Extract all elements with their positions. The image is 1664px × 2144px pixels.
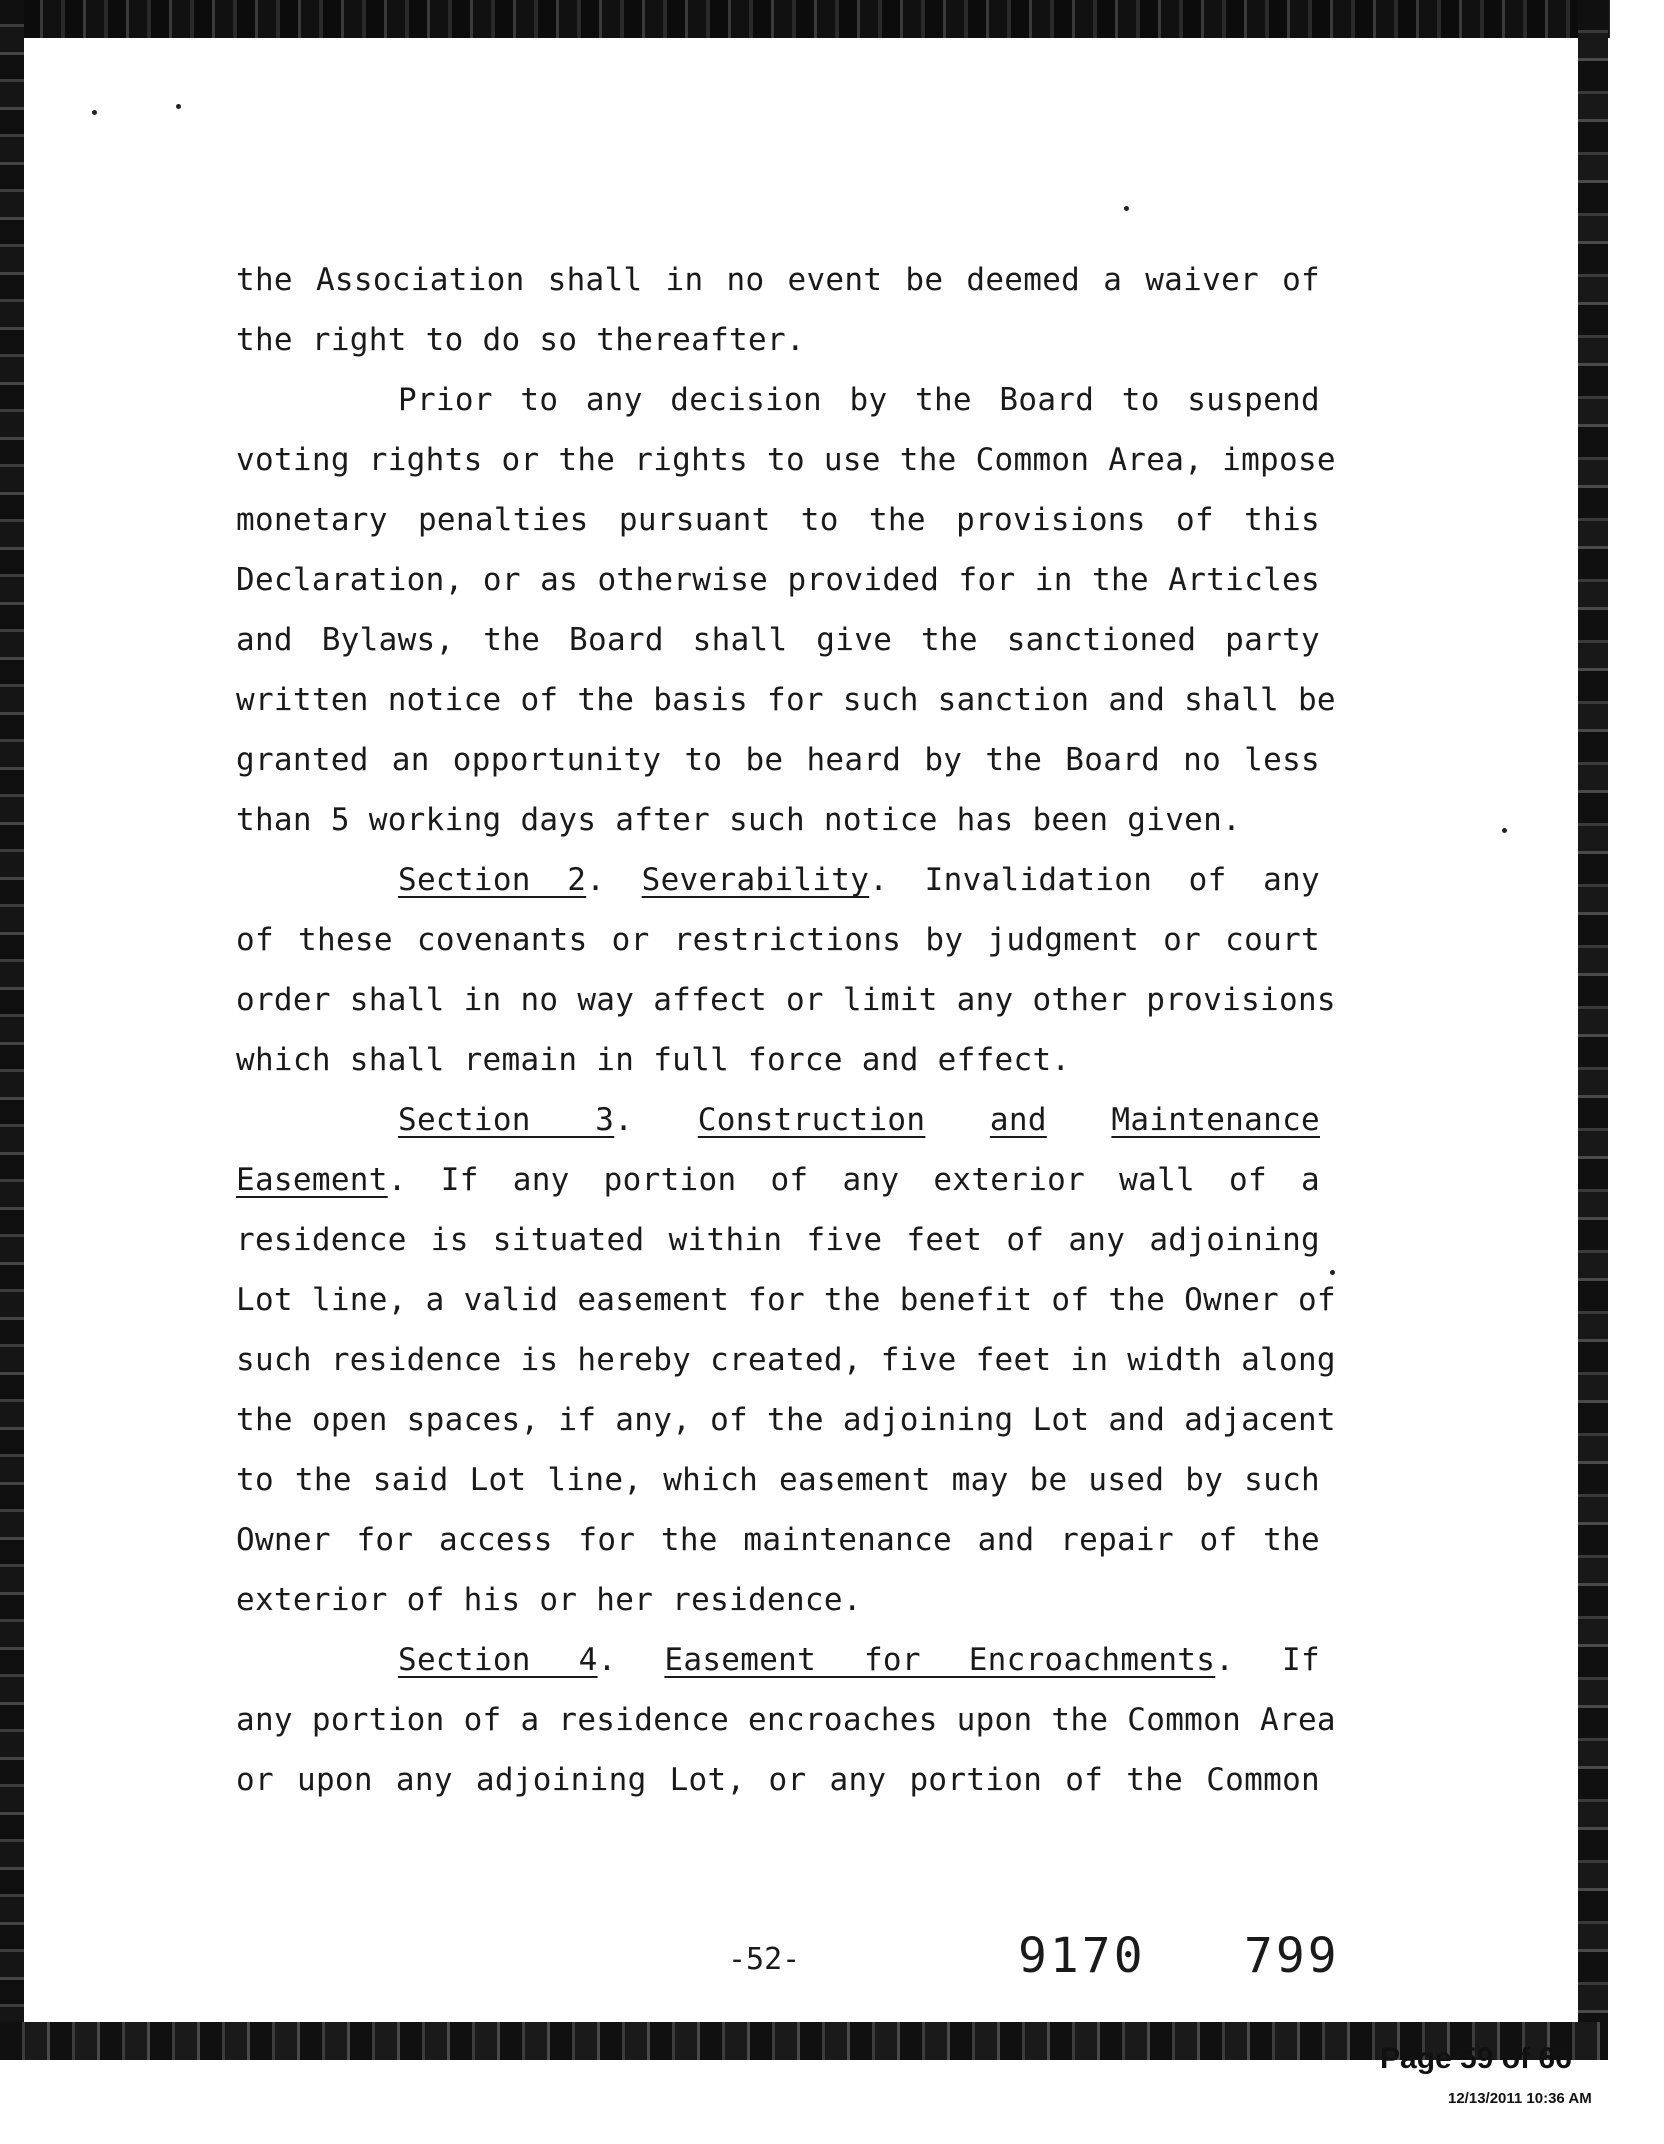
book-number-stamp: 9170 [1018, 1928, 1146, 1984]
body-line: Declaration, or as otherwise provided for in the Articles [236, 562, 1320, 598]
scan-speck [1502, 828, 1507, 833]
footer-timestamp: 12/13/2011 10:36 AM [1448, 2090, 1592, 2107]
body-line: monetary penalties pursuant to the provisions of this [236, 502, 1320, 538]
footer-page-label: Page 59 of 66 [1380, 2042, 1572, 2075]
scan-border-bottom [0, 2022, 1608, 2060]
section-3-title-word: Maintenance [1111, 1102, 1320, 1138]
body-line: which shall remain in full force and effect. [236, 1042, 1071, 1078]
body-line: Owner for access for the maintenance and repair of the [236, 1522, 1320, 1558]
body-line: granted an opportunity to be heard by the Board no less [236, 742, 1320, 778]
section-3-title-word: Construction [697, 1102, 926, 1138]
body-line: of these covenants or restrictions by judgment or court [236, 922, 1320, 958]
scan-border-right [1578, 0, 1608, 2058]
body-line: exterior of his or her residence. [236, 1582, 862, 1618]
body-line: residence is situated within five feet of any adjoining [236, 1222, 1320, 1258]
scan-border-top [0, 0, 1610, 38]
section-2-title: Severability [641, 862, 870, 898]
scan-speck [1330, 1270, 1335, 1275]
scan-speck [176, 104, 181, 109]
body-line: the right to do so thereafter. [236, 322, 805, 358]
body-line: or upon any adjoining Lot, or any portion of the Common [236, 1762, 1320, 1798]
paragraph-first-line: Prior to any decision by the Board to suspend [398, 382, 1320, 418]
section-3-lead: If any portion of any exterior wall of a [440, 1162, 1321, 1198]
section-3-heading-line: Section 3. Construction and Maintenance [398, 1102, 1320, 1138]
body-line: than 5 working days after such notice has been given. [236, 802, 1242, 838]
body-line: any portion of a residence encroaches upon the Common Area [236, 1702, 1336, 1738]
page-number: -52- [728, 1942, 801, 1977]
scan-speck [92, 110, 97, 115]
section-2-lead: Invalidation of any [924, 862, 1320, 898]
body-line: order shall in no way affect or limit any other provisions [236, 982, 1336, 1018]
body-line: such residence is hereby created, five feet in width along [236, 1342, 1336, 1378]
body-line: the Association shall in no event be deemed a waiver of [236, 262, 1320, 298]
section-4-label: Section 4 [398, 1642, 598, 1678]
body-line: Lot line, a valid easement for the benefit of the Owner of [236, 1282, 1336, 1318]
section-3-title-continuation: Easement. If any portion of any exterior wall of a [236, 1162, 1321, 1198]
body-line: the open spaces, if any, of the adjoining Lot and adjacent [236, 1402, 1336, 1438]
scan-border-left [0, 0, 24, 2060]
section-2-label: Section 2 [398, 862, 587, 898]
section-3-title-word: and [989, 1102, 1047, 1138]
body-line: written notice of the basis for such sanction and shall be [236, 682, 1336, 718]
body-line: to the said Lot line, which easement may be used by such [236, 1462, 1320, 1498]
page-reference-stamp: 799 [1244, 1928, 1340, 1984]
section-4-title: Easement for Encroachments [664, 1642, 1216, 1678]
section-4-lead: If [1282, 1642, 1320, 1678]
section-4-heading-line: Section 4. Easement for Encroachments. If [398, 1642, 1320, 1678]
section-3-title-word: Easement [236, 1162, 388, 1198]
scan-speck [1124, 206, 1129, 211]
section-2-heading-line: Section 2. Severability. Invalidation of any [398, 862, 1320, 898]
body-line: voting rights or the rights to use the Common Area, impose [236, 442, 1336, 478]
section-3-label: Section 3 [398, 1102, 615, 1138]
body-line: and Bylaws, the Board shall give the sanctioned party [236, 622, 1320, 658]
